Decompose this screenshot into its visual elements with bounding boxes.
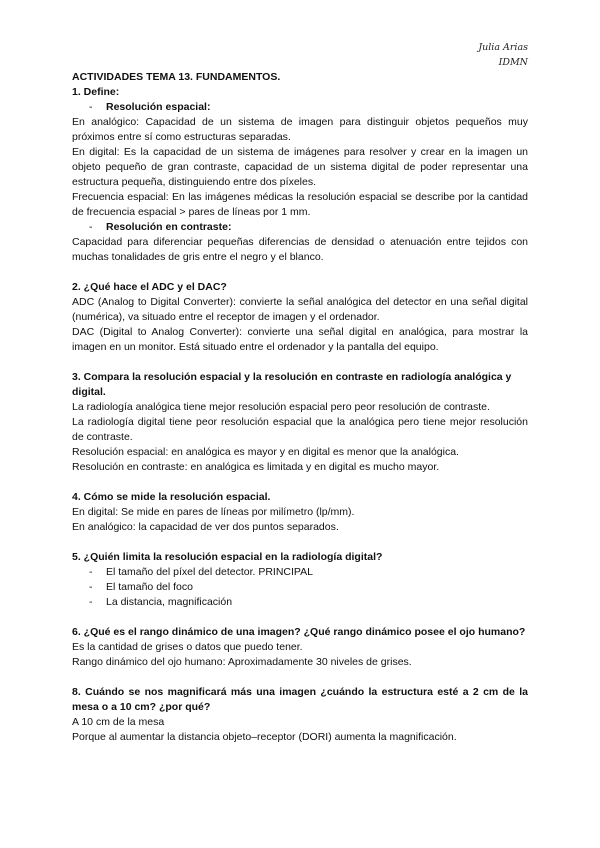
question-3-heading: 3. Compara la resolución espacial y la resolución en contraste en radiología analógica y digital. (72, 371, 512, 398)
answer-line: ADC (Analog to Digital Converter): convierte la señal analógica del detector en una señal digital (numérica), va situado entre el receptor de imagen y el ordenador. (72, 296, 528, 323)
answer-line: Porque al aumentar la distancia objeto–receptor (DORI) aumenta la magnificación. (72, 731, 457, 743)
answer-line: La radiología analógica tiene mejor resolución espacial pero peor resolución de contraste. (72, 401, 490, 413)
answer-line: Resolución espacial: en analógica es mayor y en digital es menor que la analógica. (72, 446, 459, 458)
question-5 (72, 550, 528, 610)
question-2 (72, 280, 528, 355)
question-2-heading: 2. ¿Qué hace el ADC y el DAC? (72, 281, 227, 293)
answer-line: La radiología digital tiene peor resolución espacial que la analógica pero tiene mejor resolución de contraste. (72, 416, 528, 443)
document-title: ACTIVIDADES TEMA 13. FUNDAMENTOS. (72, 71, 281, 83)
subheading-spatial-resolution: - Resolución espacial: (72, 100, 528, 115)
answer-list (72, 565, 528, 610)
author-name: Julia Arias (478, 42, 528, 53)
answer-line: En analógico: Capacidad de un sistema de imagen para distinguir objetos pequeños muy próximos entre sí como estructuras separadas. (72, 116, 528, 143)
answer-line: DAC (Digital to Analog Converter): convierte una señal digital en analógica, para mostrar la imagen en un monitor. Está situado entre el ordenador y la pantalla del equipo. (72, 326, 528, 353)
answer-line: Capacidad para diferenciar pequeñas diferencias de densidad o atenuación entre tejidos con muchas tonalidades de gris entre el negro y el blanco. (72, 236, 528, 263)
answer-line: Rango dinámico del ojo humano: Aproximadamente 30 niveles de grises. (72, 656, 412, 668)
answer-line: Frecuencia espacial: En las imágenes médicas la resolución espacial se describe por la cantidad de frecuencia espacial > pares de líneas por 1 mm. (72, 191, 528, 218)
question-6-heading: 6. ¿Qué es el rango dinámico de una imagen? ¿Qué rango dinámico posee el ojo humano? (72, 626, 526, 638)
answer-line: Es la cantidad de grises o datos que puedo tener. (72, 641, 303, 653)
question-4-heading: 4. Cómo se mide la resolución espacial. (72, 491, 271, 503)
list-item: - La distancia, magnificación (72, 595, 528, 610)
question-3 (72, 370, 528, 475)
list-item: - El tamaño del píxel del detector. PRINCIPAL (72, 565, 528, 580)
answer-line: En digital: Se mide en pares de líneas por milímetro (lp/mm). (72, 506, 355, 518)
question-8 (72, 685, 528, 745)
question-8-heading: 8. Cuándo se nos magnificará más una imagen ¿cuándo la estructura esté a 2 cm de la mesa o a 10 cm? ¿por qué? (72, 686, 528, 713)
document-body (72, 70, 528, 745)
subheading-contrast-resolution: - Resolución en contraste: (72, 220, 528, 235)
answer-line: A 10 cm de la mesa (72, 716, 165, 728)
question-5-heading: 5. ¿Quién limita la resolución espacial en la radiología digital? (72, 551, 383, 563)
answer-line: Resolución en contraste: en analógica es limitada y en digital es mucho mayor. (72, 461, 440, 473)
question-1 (72, 85, 528, 265)
question-1-heading: 1. Define: (72, 86, 120, 98)
answer-line: En digital: Es la capacidad de un sistema de imágenes para resolver y crear en la imagen un objeto pequeño de gran contraste, capacidad de un sistema digital de poder representar una estructura pequeña, distinguiendo entre dos píxeles. (72, 146, 528, 188)
answer-line: En analógico: la capacidad de ver dos puntos separados. (72, 521, 339, 533)
course-name: IDMN (498, 57, 528, 68)
page-header (478, 40, 528, 70)
list-item: - El tamaño del foco (72, 580, 528, 595)
question-6 (72, 625, 528, 670)
question-4 (72, 490, 528, 535)
